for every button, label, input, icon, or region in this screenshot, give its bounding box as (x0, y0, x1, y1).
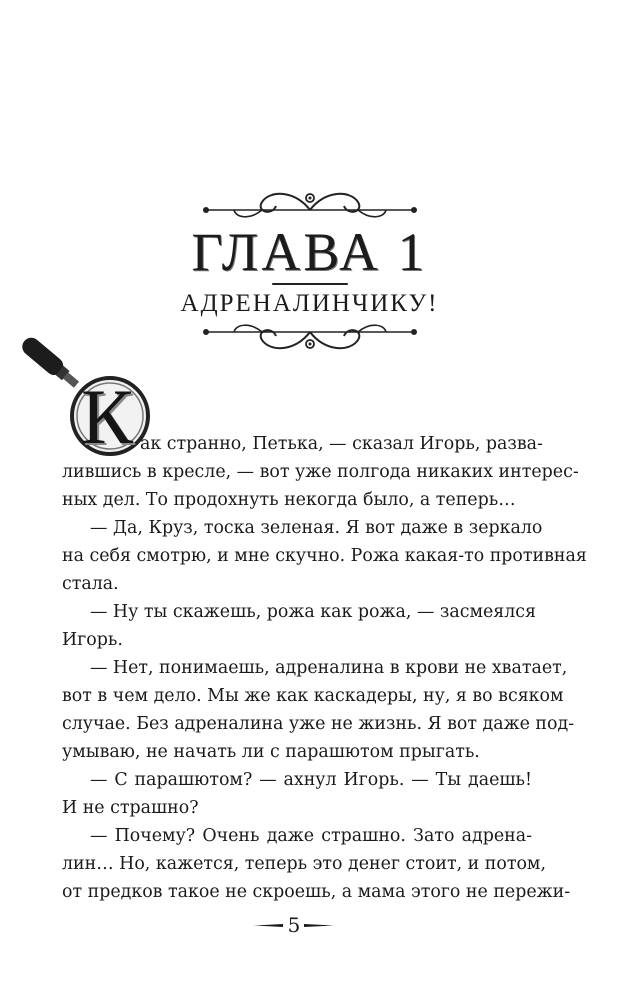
text-line: ак странно, Петька, — сказал Игорь, разва- (140, 434, 543, 454)
text-line: лин… Но, кажется, теперь это денег стоит, и потом, (62, 854, 546, 874)
text-line: — Почему? Очень даже страшно. Зато адрена- (90, 826, 532, 846)
footer-dash-left (253, 924, 283, 927)
text-line: — Да, Круз, тоска зеленая. Я вот даже в зеркало (90, 518, 543, 538)
flourish-ornament-icon (200, 318, 420, 358)
text-line: Игорь. (62, 630, 123, 650)
text-line: стала. (62, 574, 119, 594)
text-line: — Ну ты скажешь, рожа как рожа, — засмеялся (90, 602, 537, 622)
text-line: от предков такое не скроешь, а мама этого не пережи- (62, 882, 571, 902)
text-line: вот в чем дело. Мы же как каскадеры, ну, я во всяком (62, 686, 564, 706)
flourish-ornament-icon (200, 186, 420, 226)
text-line: лившись в кресле, — вот уже полгода никаких интерес- (62, 462, 579, 482)
text-line: умываю, не начать ли с парашютом прыгать. (62, 742, 480, 762)
chapter-title: ГЛАВА 1 (191, 222, 428, 282)
chapter-subtitle: АДРЕНАЛИНЧИКУ! (180, 290, 439, 317)
footer-dash-right (304, 924, 334, 927)
title-divider (272, 283, 348, 285)
text-line: И не страшно? (62, 798, 199, 818)
page-footer (0, 910, 619, 940)
text-line: случае. Без адреналина уже не жизнь. Я вот даже под- (62, 714, 575, 734)
text-line: — Нет, понимаешь, адреналина в крови не хватает, (90, 658, 568, 678)
drop-cap-letter: К (80, 373, 134, 460)
text-line: на себя смотрю, и мне скучно. Рожа какая-то противная (62, 546, 587, 566)
text-line: — С парашютом? — ахнул Игорь. — Ты даешь! (90, 770, 532, 790)
page-number: 5 (287, 913, 301, 937)
text-line: ных дел. То продохнуть некогда было, а теперь… (62, 490, 516, 510)
top-ornament (0, 186, 619, 226)
